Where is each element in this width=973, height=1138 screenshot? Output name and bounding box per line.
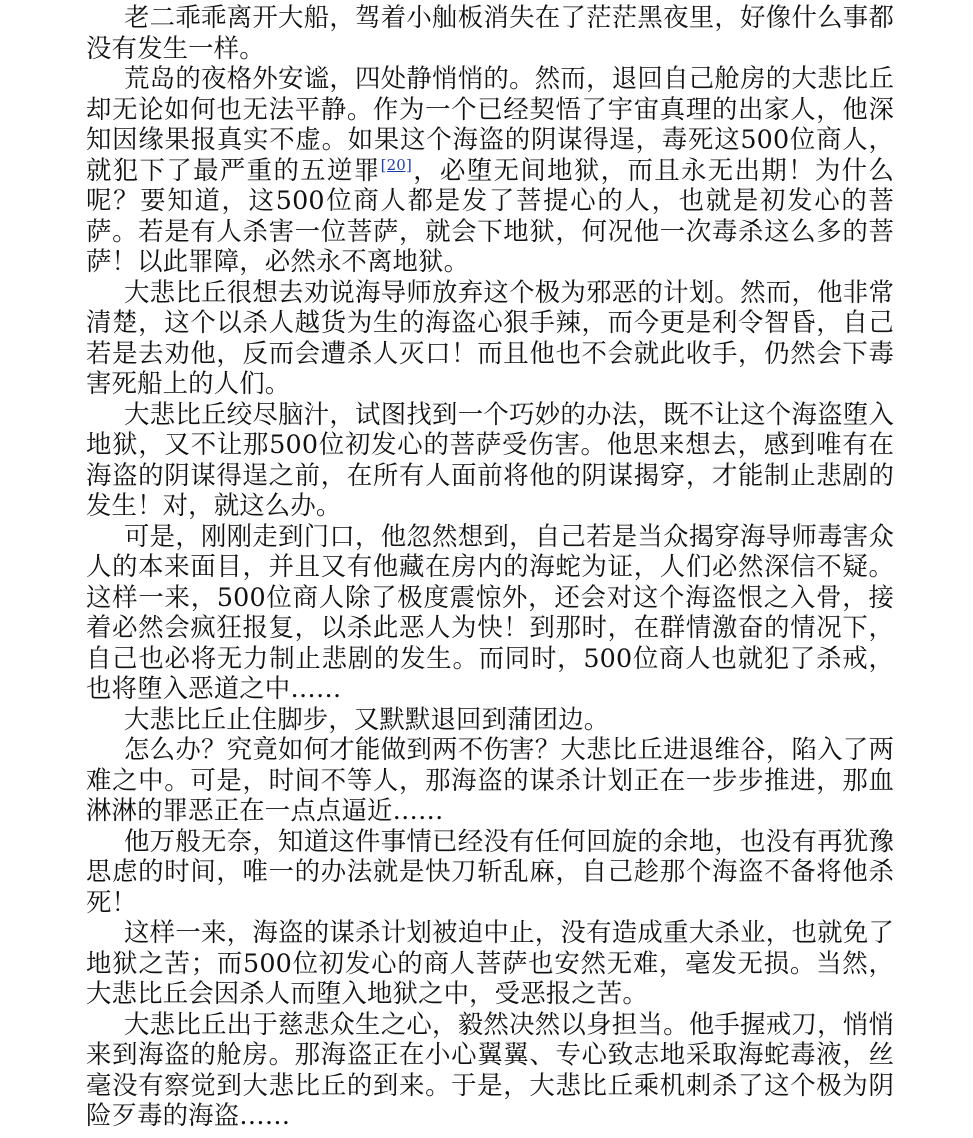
paragraph-10: 大悲比丘出于慈悲众生之心，毅然决然以身担当。他手握戒刀，悄悄来到海盗的舱房。那海盗正在小心翼翼、专心致志地采取海蛇毒液，丝毫没有察觉到大悲比丘的到来。于是，大悲比丘乘机刺杀了这个极为阴险歹毒的海盗……	[86, 1008, 894, 1130]
footnote-link-20[interactable]: [20]	[380, 155, 412, 174]
paragraph-9: 这样一来，海盗的谋杀计划被迫中止，没有造成重大杀业，也就免了地狱之苦；而500位初发心的商人菩萨也安然无难，毫发无损。当然，大悲比丘会因杀人而堕入地狱之中，受恶报之苦。	[86, 917, 894, 1008]
paragraph-2	[86, 63, 894, 277]
paragraph-8: 他万般无奈，知道这件事情已经没有任何回旋的余地，也没有再犹豫思虑的时间，唯一的办法就是快刀斩乱麻，自己趁那个海盗不备将他杀死！	[86, 825, 894, 917]
document-page	[86, 2, 894, 1131]
paragraph-2-text-before: 荒岛的夜格外安谧，四处静悄悄的。然而，退回自己舱房的大悲比丘却无论如何也无法平静。作为一个已经契悟了宇宙真理的出家人，他深知因缘果报真实不虚。如果这个海盗的阴谋得逞，毒死这500位商人，就犯下了最严重的五逆罪	[86, 63, 894, 185]
paragraph-7: 怎么办？究竟如何才能做到两不伤害？大悲比丘进退维谷，陷入了两难之中。可是，时间不等人，那海盗的谋杀计划正在一步步推进，那血淋淋的罪恶正在一点点逼近……	[86, 734, 894, 825]
paragraph-3: 大悲比丘很想去劝说海导师放弃这个极为邪恶的计划。然而，他非常清楚，这个以杀人越货为生的海盗心狠手辣，而今更是利令智昏，自己若是去劝他，反而会遭杀人灭口！而且他也不会就此收手，仍然会下毒害死船上的人们。	[86, 276, 894, 398]
paragraph-6: 大悲比丘止住脚步，又默默退回到蒲团边。	[124, 703, 610, 734]
paragraph-5: 可是，刚刚走到门口，他忽然想到，自己若是当众揭穿海导师毒害众人的本来面目，并且又有他藏在房内的海蛇为证，人们必然深信不疑。这样一来，500位商人除了极度震惊外，还会对这个海盗恨之入骨，接着必然会疯狂报复，以杀此恶人为快！到那时，在群情激奋的情况下，自己也必将无力制止悲剧的发生。而同时，500位商人也就犯了杀戒，也将堕入恶道之中……	[86, 520, 894, 703]
paragraph-1: 老二乖乖离开大船，驾着小舢板消失在了茫茫黑夜里，好像什么事都没有发生一样。	[86, 2, 894, 63]
paragraph-2-text-after: ，必堕无间地狱，而且永无出期！为什么呢？要知道，这500位商人都是发了菩提心的人，也就是初发心的菩萨。若是有人杀害一位菩萨，就会下地狱，何况他一次毒杀这么多的菩萨！以此罪障，必然永不离地狱。	[86, 154, 895, 276]
paragraph-4: 大悲比丘绞尽脑汁，试图找到一个巧妙的办法，既不让这个海盗堕入地狱，又不让那500位初发心的菩萨受伤害。他思来想去，感到唯有在海盗的阴谋得逞之前，在所有人面前将他的阴谋揭穿，才能制止悲剧的发生！对，就这么办。	[86, 398, 894, 520]
